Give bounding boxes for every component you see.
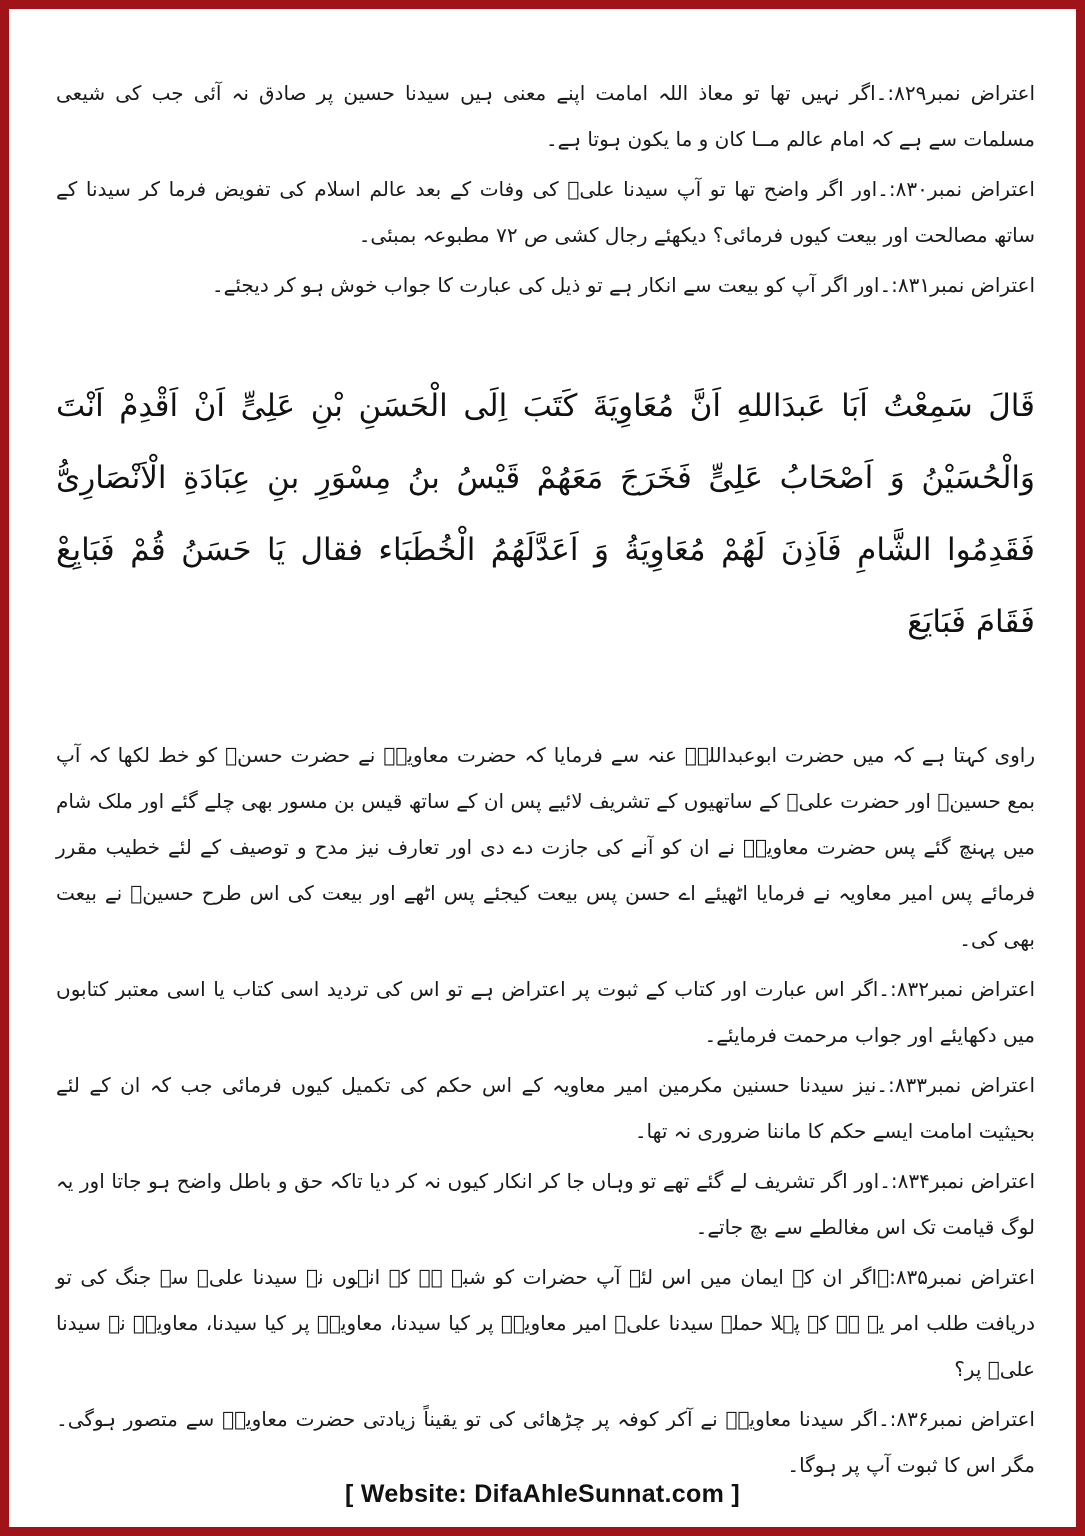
objections-top [56, 70, 1035, 308]
objection-836: اعتراض نمبر۸۳۶:۔اگر سیدنا معاویہؓ نے آکر کوفہ پر چڑھائی کی تو یقیناً زیادتی حضرت معاویہؓ سے متصور ہوگی۔ مگر اس کا ثبوت آپ پر ہوگا۔ [56, 1407, 1035, 1477]
objection-835: اعتراض نمبر۸۳۵:۔اگر ان کے ایمان میں اس لئے آپ حضرات کو شبہ ہے کہ انہوں نے سیدنا علیؓ سے جنگ کی تو دریافت طلب امر یہ ہے کہ پہلا حملہ سیدنا علیؓ امیر معاویہؓ پر کیا سیدنا، معاویہؓ پر کیا سیدنا، معاویہؓ نے سیدنا علیؓ پر؟ [56, 1265, 1035, 1381]
objection-833: اعتراض نمبر۸۳۳:۔نیز سیدنا حسنین مکرمین امیر معاویہ کے اس حکم کی تکمیل کیوں فرمائی جب کہ ان کے لئے بحیثیت امامت ایسے حکم کا ماننا ضروری نہ تھا۔ [56, 1073, 1036, 1143]
objection-830: اعتراض نمبر۸۳۰:۔اور اگر واضح تھا تو آپ سیدنا علیؓ کی وفات کے بعد عالم اسلام کی تفویض فرما کر سیدنا کے ساتھ مصالحت اور بیعت کیوں فرمائی؟ دیکھئے رجال کشی ص ۷۲ مطبوعہ بمبئی۔ [56, 177, 1035, 247]
objection-832: اعتراض نمبر۸۳۲:۔اگر اس عبارت اور کتاب کے ثبوت پر اعتراض ہے تو اس کی تردید اسی کتاب یا اسی معتبر کتابوں میں دکھایئے اور جواب مرحمت فرمایئے۔ [56, 977, 1035, 1047]
objections-bottom [56, 966, 1035, 1488]
objection-831: اعتراض نمبر۸۳۱:۔اور اگر آپ کو بیعت سے انکار ہے تو ذیل کی عبارت کا جواب خوش ہو کر دیجئے۔ [211, 273, 1035, 297]
objection-834: اعتراض نمبر۸۳۴:۔اور اگر تشریف لے گئے تھے تو وہاں جا کر انکار کیوں نہ کر دیا تاکہ حق و باطل واضح ہو جاتا اور یہ لوگ قیامت تک اس مغالطے سے بچ جاتے۔ [56, 1169, 1036, 1239]
urdu-translation: راوی کہتا ہے کہ میں حضرت ابوعبداللہؓ عنہ سے فرمایا کہ حضرت معاویہؓ نے حضرت حسنؓ کو خط لکھا کہ آپ بمع حسینؓ اور حضرت علیؓ کے ساتھیوں کے تشریف لائیے پس ان کے ساتھ قیس بن مسور بھی چلے گئے اور ملک شام میں پہنچ گئے پس حضرت معاویہؓ نے ان کو آنے کی جازت دے دی اور تعارف نیز مدح و توصیف کے لئے خطیب مقرر فرمائے پس امیر معاویہ نے فرمایا اٹھیئے اے حسن پس بیعت کیجئے پس اٹھے اور بیعت کی اس طرح حسینؓ نے بیعت بھی کی۔ [56, 743, 1035, 951]
objection-829: اعتراض نمبر۸۲۹:۔اگر نہیں تھا تو معاذ اللہ امامت اپنے معنی ہیں سیدنا حسین پر صادق نہ آئی جب کی شیعی مسلمات سے ہے کہ امام عالم مــا کان و ما یکون ہوتا ہے۔ [56, 81, 1036, 151]
page-content [56, 70, 1035, 1492]
arabic-quote: قَالَ سَمِعْتُ اَبَا عَبدَاللهِ اَنَّ مُعَاوِيَةَ كَتَبَ اِلَى الْحَسَنِ بْنِ عَلِىٍّ اَنْ اَقْدِمْ اَنْتَ وَالْحُسَيْنُ وَ اَصْحَابُ عَلِىٍّ فَخَرَجَ مَعَهُمْ قَيْسُ بنُ مِسْوَرِ بنِ عِبَادَةِ الْاَنْصَارِىُّ فَقَدِمُوا الشَّامِ فَاَذِنَ لَهُمْ مُعَاوِيَةُ وَ اَعَدَّلَهُمُ الْخُطَبَاء فقال يَا حَسَنُ قُمْ فَبَايِعْ فَقَامَ فَبَايَعَ [56, 388, 1035, 640]
website-footer: [ Website: DifaAhleSunnat.com ] [345, 1480, 740, 1508]
